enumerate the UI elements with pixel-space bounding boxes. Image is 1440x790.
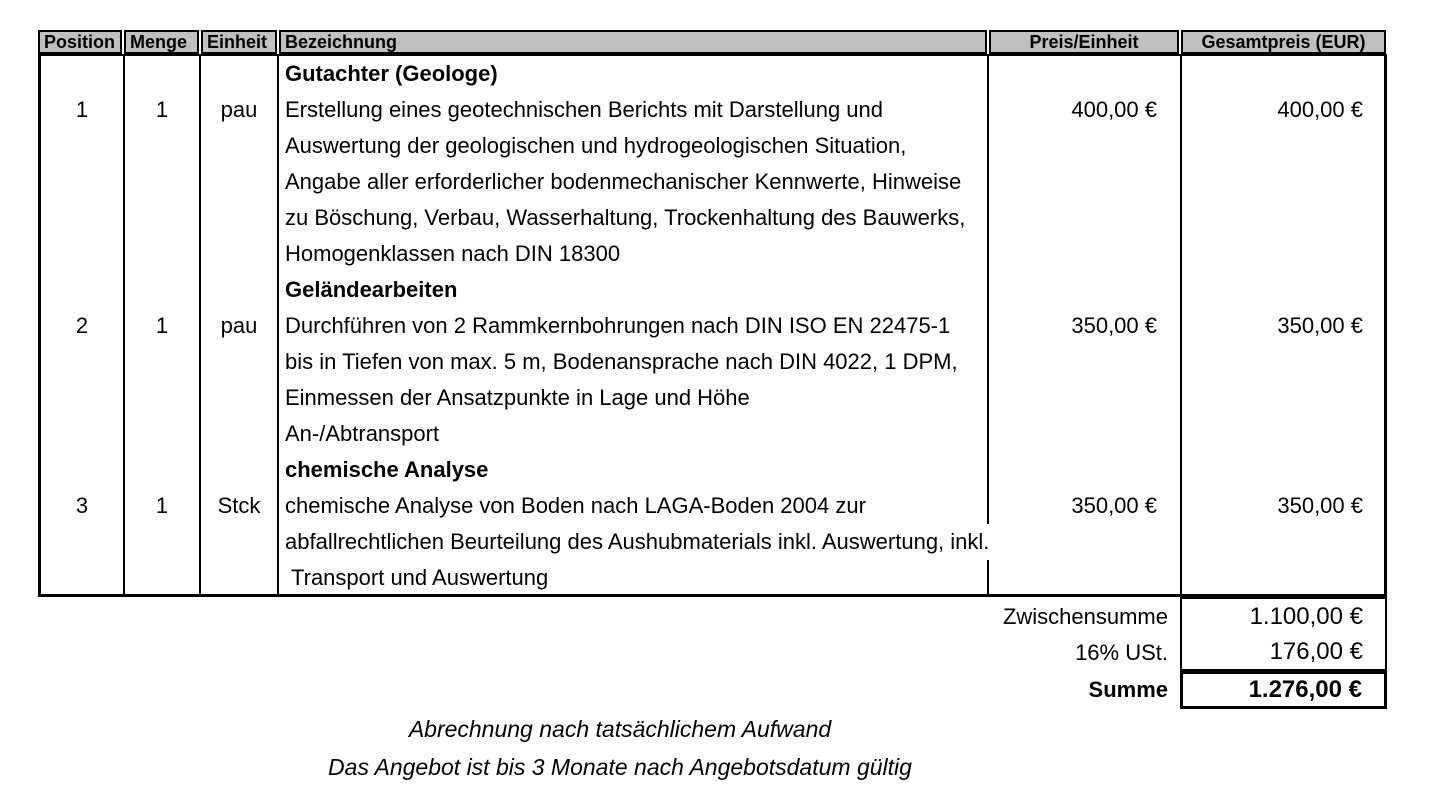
item-description-line: Auswertung der geologischen und hydrogeologischen Situation, [285,133,907,158]
item-unit-price: 350,00 € [1071,313,1157,338]
item-title: Gutachter (Geologe) [285,61,498,86]
column-divider [277,56,279,594]
item-description-line: Durchführen von 2 Rammkernbohrungen nach DIN ISO EN 22475-1 [285,313,951,338]
sum-box [1180,671,1387,709]
item-unit-price: 350,00 € [1071,493,1157,518]
vat-value: 176,00 € [1269,638,1363,665]
table-body [38,54,1387,597]
footer-note-billing: Abrechnung nach tatsächlichem Aufwand [408,716,832,742]
subtotal-label: Zwischensumme [1002,604,1168,629]
subtotal-value: 1.100,00 € [1249,603,1363,630]
header-cell-position: Position [38,30,122,54]
item-position: 1 [75,97,89,122]
item-description-line: zu Böschung, Verbau, Wasserhaltung, Trockenhaltung des Bauwerks, [285,205,966,230]
item-description-line: bis in Tiefen von max. 5 m, Bodenansprache nach DIN 4022, 1 DPM, [285,349,958,374]
item-description-line: Erstellung eines geotechnischen Berichts mit Darstellung und [285,97,883,122]
item-unit: Stck [217,493,261,518]
item-unit-price: 400,00 € [1071,97,1157,122]
header-cell-preis-einheit: Preis/Einheit [989,30,1179,54]
item-description-line: Einmessen der Ansatzpunkte in Lage und Höhe [285,385,750,410]
item-unit: pau [220,97,258,122]
header-cell-bezeichnung: Bezeichnung [279,30,987,54]
sum-label: Summe [1088,677,1168,702]
item-description-line: Transport und Auswertung [291,565,549,590]
item-position: 2 [75,313,89,338]
item-quantity: 1 [155,313,169,338]
footer-note-validity: Das Angebot ist bis 3 Monate nach Angebotsdatum gültig [328,754,912,780]
header-cell-einheit: Einheit [201,30,277,54]
vat-label: 16% USt. [1075,640,1168,665]
item-title: chemische Analyse [285,457,489,482]
subtotal-vat-box [1180,597,1387,671]
item-title: Geländearbeiten [285,277,458,302]
item-unit: pau [220,313,258,338]
item-total-price: 400,00 € [1277,97,1363,122]
item-description-line: abfallrechtlichen Beurteilung des Aushubmaterials inkl. Auswertung, inkl. [285,524,994,560]
item-total-price: 350,00 € [1277,493,1363,518]
item-quantity: 1 [155,97,169,122]
item-description-line: An-/Abtransport [285,421,440,446]
item-description-line: Angabe aller erforderlicher bodenmechanischer Kennwerte, Hinweise [285,169,962,194]
header-cell-menge: Menge [124,30,199,54]
sum-value: 1.276,00 € [1248,676,1362,703]
item-description-line: Homogenklassen nach DIN 18300 [285,241,621,266]
item-total-price: 350,00 € [1277,313,1363,338]
item-position: 3 [75,493,89,518]
header-cell-gesamtpreis: Gesamtpreis (EUR) [1181,30,1386,54]
item-quantity: 1 [155,493,169,518]
item-description-line: chemische Analyse von Boden nach LAGA-Boden 2004 zur [285,493,866,518]
